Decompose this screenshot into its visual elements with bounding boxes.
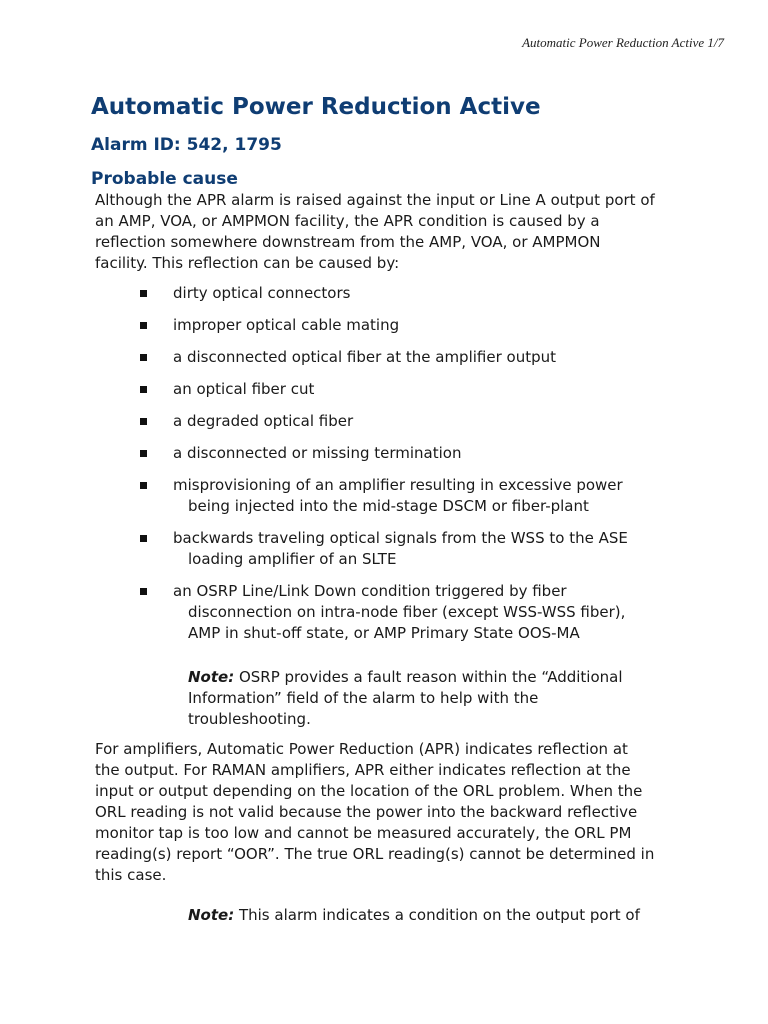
note-text: OSRP provides a fault reason within the “Additional Information” field of the alarm to help with the troubleshooting. <box>188 668 623 728</box>
list-item-text: improper optical cable mating <box>173 316 400 334</box>
list-item <box>140 528 660 570</box>
bullet-square-icon <box>140 386 147 393</box>
list-item <box>140 379 660 400</box>
note-text: This alarm indicates a condition on the output port of <box>234 906 640 924</box>
list-item <box>140 347 660 368</box>
list-item <box>140 411 660 432</box>
apr-description-paragraph: For amplifiers, Automatic Power Reduction (APR) indicates reflection at the output. For RAMAN amplifiers, APR either indicates reflection at the input or output depending on the location of the ORL problem. When the ORL reading is not valid because the power into the backward reflective monitor tap is too low and cannot be measured accurately, the ORL PM reading(s) report “OOR”. The true ORL reading(s) cannot be determined in this case. <box>95 740 655 884</box>
list-item-text: an optical fiber cut <box>173 380 315 398</box>
list-item-text: a degraded optical fiber <box>173 412 354 430</box>
note-label: Note: <box>188 906 235 924</box>
probable-cause-heading: Probable cause <box>91 169 238 189</box>
cause-list <box>140 283 660 655</box>
bullet-square-icon <box>140 482 147 489</box>
alarm-id-heading: Alarm ID: 542, 1795 <box>91 135 282 155</box>
note-label: Note: <box>188 668 235 686</box>
list-item-continuation: being injected into the mid-stage DSCM or fiber-plant <box>188 497 589 515</box>
list-item-continuation: loading amplifier of an SLTE <box>188 550 397 568</box>
list-item-text: an OSRP Line/Link Down condition triggered by fiber <box>173 582 567 600</box>
list-item-text: a disconnected optical fiber at the amplifier output <box>173 348 557 366</box>
list-item-text: backwards traveling optical signals from the WSS to the ASE <box>173 529 628 547</box>
list-item <box>140 581 660 644</box>
note-osrp <box>188 667 648 730</box>
list-item <box>140 475 660 517</box>
list-item <box>140 283 660 304</box>
bullet-square-icon <box>140 418 147 425</box>
list-item-continuation: disconnection on intra-node fiber (except WSS-WSS fiber), AMP in shut-off state, or AMP Primary State OOS-MA <box>188 603 626 642</box>
bullet-square-icon <box>140 588 147 595</box>
list-item-text: misprovisioning of an amplifier resulting in excessive power <box>173 476 623 494</box>
list-item <box>140 315 660 336</box>
note-output-port <box>188 905 668 926</box>
bullet-square-icon <box>140 290 147 297</box>
bullet-square-icon <box>140 535 147 542</box>
page-title: Automatic Power Reduction Active <box>91 94 541 120</box>
list-item <box>140 443 660 464</box>
intro-paragraph: Although the APR alarm is raised against the input or Line A output port of an AMP, VOA, or AMPMON facility, the APR condition is caused by a reflection somewhere downstream from the AMP, VOA, or AMPMON facility. This reflection can be caused by: <box>95 191 655 272</box>
list-item-text: dirty optical connectors <box>173 284 351 302</box>
bullet-square-icon <box>140 450 147 457</box>
bullet-square-icon <box>140 322 147 329</box>
running-header: Automatic Power Reduction Active 1/7 <box>522 35 724 50</box>
bullet-square-icon <box>140 354 147 361</box>
list-item-text: a disconnected or missing termination <box>173 444 462 462</box>
